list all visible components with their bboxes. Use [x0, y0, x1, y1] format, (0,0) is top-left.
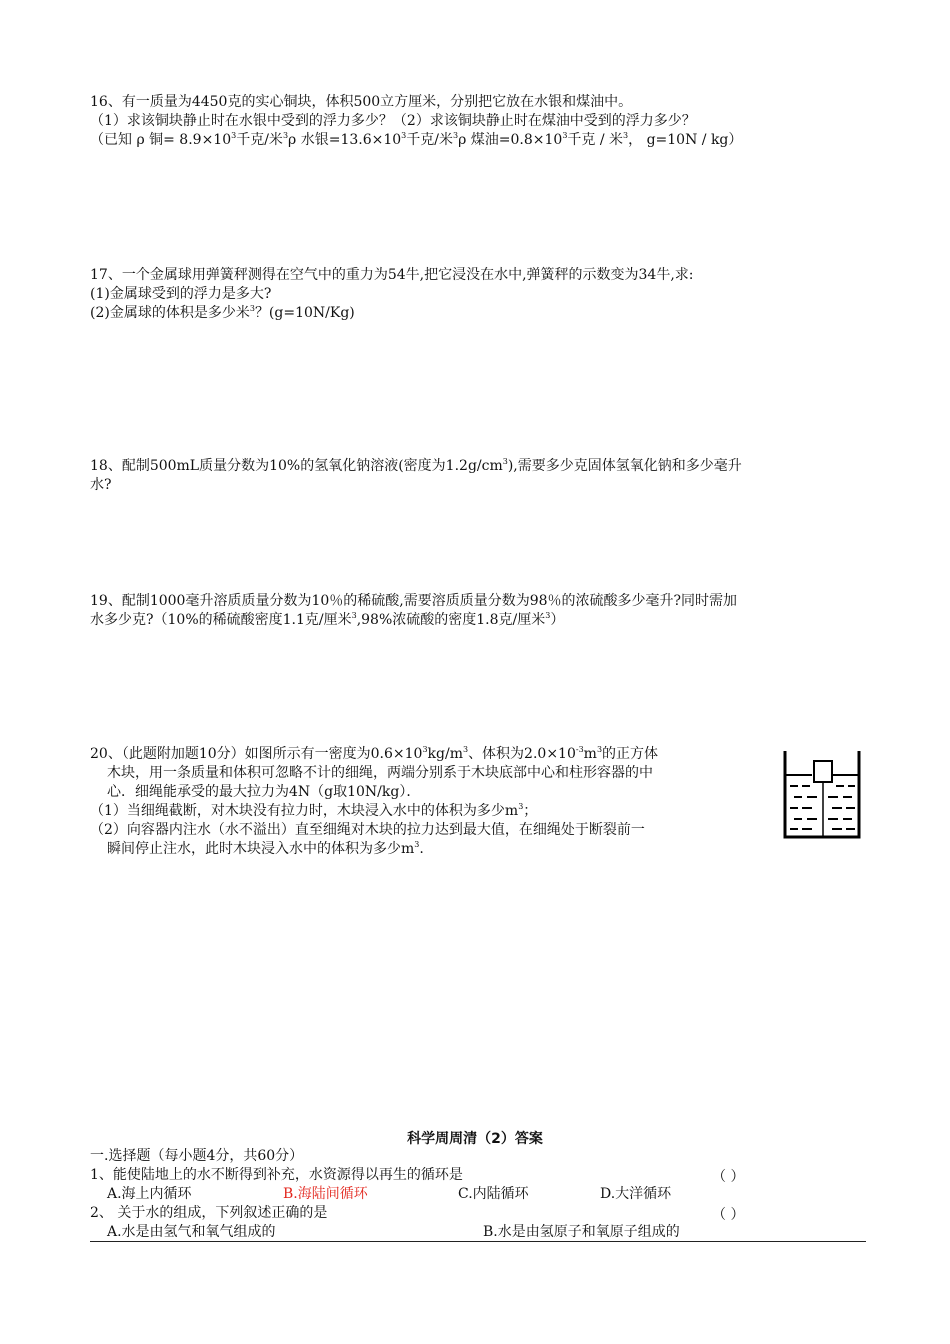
answer-q1: 1、能使陆地上的水不断得到补充，水资源得以再生的循环是 [90, 1167, 463, 1183]
q17-text2: (1)金属球受到的浮力是多大? [90, 286, 272, 302]
answer-q1-paren: （ ） [712, 1169, 745, 1185]
q20-text1b: kg/m [427, 746, 463, 762]
q19-line1 [90, 592, 737, 610]
q2-option-a: A.水是由氢气和氧气组成的 [107, 1224, 276, 1240]
q19-sup-b: 3 [545, 611, 551, 620]
q20-sup-e: 3 [518, 802, 524, 811]
q17-sup: 3 [249, 304, 255, 313]
q20-text4b: ； [523, 803, 538, 819]
bottom-rule [90, 1241, 866, 1242]
answers-title: 科学周周清（2）答案 [407, 1131, 543, 1147]
q16-unit-a: 千克/米 [236, 132, 283, 148]
q16-line2 [90, 112, 696, 130]
q16-sup-d: 3 [452, 131, 459, 140]
q1-option-d: D.大洋循环 [600, 1186, 672, 1202]
q16-sup-c: 3 [401, 131, 407, 140]
q17-line2 [90, 285, 271, 303]
q20-text1a: 20、（此题附加题10分）如图所示有一密度为0.6×10 [90, 746, 423, 762]
q20-sup-b: 3 [462, 745, 469, 754]
q20-line3 [107, 783, 420, 801]
q16-text1: 16、有一质量为4450克的实心铜块，体积500立方厘米，分别把它放在水银和煤油中。 [90, 94, 633, 110]
wood-block [814, 761, 832, 782]
q20-text6b: . [419, 841, 424, 857]
q16-rho-copper: （已知 ρ 铜= 8.9×10 [90, 132, 232, 148]
q19-text2a: 水多少克?（10%的稀硫酸密度1.1克/厘米 [90, 612, 352, 628]
q18-text1a: 18、配制500mL质量分数为10%的氢氧化钠溶液(密度为1.2g/cm [90, 458, 503, 474]
q16-sup-a: 3 [231, 131, 237, 140]
q1-option-c: C.内陆循环 [458, 1186, 529, 1202]
q20-text2: 木块，用一条质量和体积可忽略不计的细绳，两端分别系于木块底部中心和柱形容器的中 [107, 765, 653, 781]
q19-text1: 19、配制1000毫升溶质质量分数为10％的稀硫酸,需要溶质质量分数为98％的浓硫酸多少毫升?同时需加 [90, 593, 738, 609]
answers-section: 一.选择题（每小题4分，共60分） [90, 1148, 304, 1164]
q1-option-a: A.海上内循环 [107, 1186, 192, 1202]
q16-g: ， g=10N / kg） [628, 132, 743, 148]
q18-text1b: ),需要多少克固体氢氧化钠和多少毫升 [507, 458, 742, 474]
q20-text1e: 的正方体 [602, 746, 659, 762]
q17-line3 [90, 304, 355, 322]
q19-text2b: ,98%浓硫酸的密度1.8克/厘米 [356, 612, 546, 628]
q16-sup-f: 3 [623, 131, 629, 140]
answer-q2: 2、 关于水的组成，下列叙述正确的是 [90, 1205, 328, 1221]
q16-line3 [90, 131, 742, 149]
q20-sup-a: 3 [422, 745, 428, 754]
answer-q2-paren: （ ） [712, 1207, 745, 1223]
q19-line2 [90, 611, 564, 629]
q16-unit-c: 千克 / 米 [567, 132, 624, 148]
q20-text1d: m [583, 746, 597, 762]
container-figure [782, 748, 862, 840]
q16-rho-kerosene: ρ 煤油=0.8×10 [458, 132, 563, 148]
q17-line1 [90, 266, 694, 284]
q18-line2 [90, 476, 112, 494]
q20-line4 [90, 802, 537, 820]
q20-line5 [90, 821, 645, 839]
q16-sup-e: 3 [562, 131, 568, 140]
q20-sup-c: -3 [575, 745, 584, 754]
q18-text2: 水? [90, 477, 112, 493]
q20-line1 [90, 745, 658, 763]
q20-sup-f: 3 [414, 840, 420, 849]
q18-sup: 3 [502, 457, 508, 466]
q20-text4a: （1）当细绳截断，对木块没有拉力时，木块浸入水中的体积为多少m [90, 803, 519, 819]
q20-text3: 心．细绳能承受的最大拉力为4N（g取10N/kg）． [107, 784, 421, 800]
q20-text1c: 、体积为2.0×10 [468, 746, 576, 762]
q20-text5: （2）向容器内注水（水不溢出）直至细绳对木块的拉力达到最大值，在细绳处于断裂前一 [90, 822, 645, 838]
q2-option-b: B.水是由氢原子和氧原子组成的 [483, 1224, 680, 1240]
q18-line1 [90, 457, 742, 475]
q16-sup-b: 3 [282, 131, 289, 140]
q20-line6 [107, 840, 424, 858]
q19-sup-a: 3 [351, 611, 357, 620]
q16-text2: （1）求该铜块静止时在水银中受到的浮力多少？（2）求该铜块静止时在煤油中受到的浮力多少？ [90, 113, 696, 129]
q17-text1: 17、一个金属球用弹簧秤测得在空气中的重力为54牛,把它浸没在水中,弹簧秤的示数变为34牛,求: [90, 267, 694, 283]
q16-rho-mercury: ρ 水银=13.6×10 [288, 132, 402, 148]
q17-text3b: ？(g=10N/Kg) [254, 305, 355, 321]
q20-text6a: 瞬间停止注水，此时木块浸入水中的体积为多少m [107, 841, 415, 857]
q1-option-b: B.海陆间循环 [283, 1186, 368, 1202]
q16-unit-b: 千克/米 [406, 132, 453, 148]
q20-sup-d: 3 [596, 745, 603, 754]
q16-line1 [90, 93, 632, 111]
q19-text2c: ） [550, 612, 565, 628]
q17-text3a: (2)金属球的体积是多少米 [90, 305, 250, 321]
q20-line2 [107, 764, 653, 782]
